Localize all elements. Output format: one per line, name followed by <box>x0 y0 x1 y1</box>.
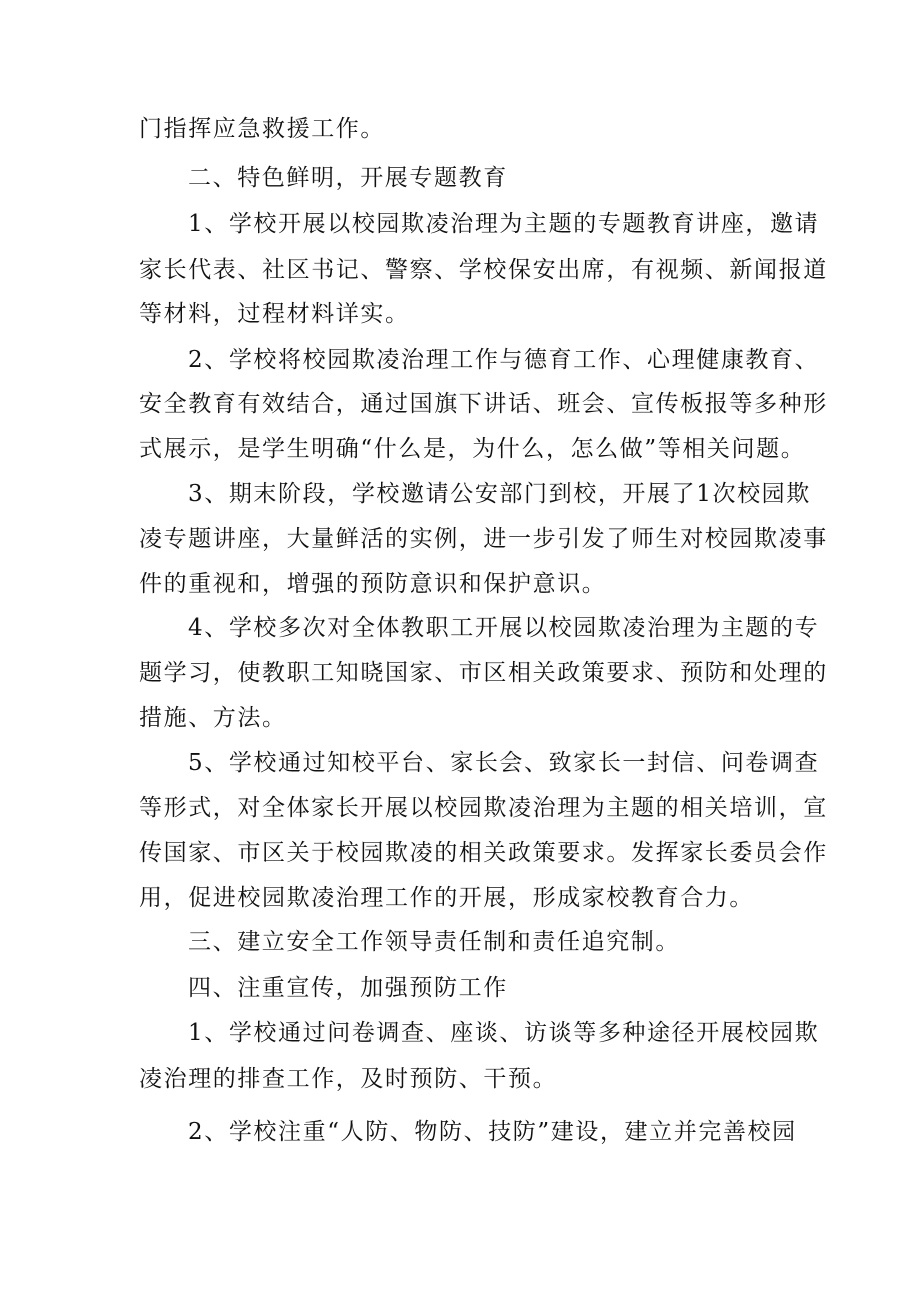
text-line: 门指挥应急救援工作。 <box>139 116 385 142</box>
text-line: 家长代表、社区书记、警察、学校保安出席，有视频、新闻报道 <box>139 257 828 283</box>
section-heading-3: 三、建立安全工作领导责任制和责任追究制。 <box>188 929 680 955</box>
text-line: 5、学校通过知校平台、家长会、致家长一封信、问卷调查 <box>188 750 820 776</box>
text-line: 1、学校通过问卷调查、座谈、访谈等多种途径开展校园欺 <box>188 1020 820 1046</box>
text-line: 4、学校多次对全体教职工开展以校园欺凌治理为主题的专 <box>188 615 820 641</box>
text-line: 凌专题讲座，大量鲜活的实例，进一步引发了师生对校园欺凌事 <box>139 526 828 552</box>
text-line: 用，促进校园欺凌治理工作的开展，形成家校教育合力。 <box>139 885 754 911</box>
text-line: 等形式，对全体家长开展以校园欺凌治理为主题的相关培训，宣 <box>139 795 828 821</box>
text-line: 2、学校注重“人防、物防、技防”建设，建立并完善校园 <box>188 1119 797 1145</box>
text-line: 凌治理的排查工作，及时预防、干预。 <box>139 1066 558 1092</box>
section-heading-4: 四、注重宣传，加强预防工作 <box>188 975 508 1001</box>
section-heading-2: 二、特色鲜明，开展专题教育 <box>188 165 508 191</box>
text-line: 式展示，是学生明确“什么是，为什么，怎么做”等相关问题。 <box>139 436 806 462</box>
text-line: 传国家、市区关于校园欺凌的相关政策要求。发挥家长委员会作 <box>139 840 828 866</box>
text-line: 等材料，过程材料详实。 <box>139 301 410 327</box>
text-line: 安全教育有效结合，通过国旗下讲话、班会、宣传板报等多种形 <box>139 391 828 417</box>
text-line: 件的重视和，增强的预防意识和保护意识。 <box>139 571 607 597</box>
text-line: 3、期末阶段，学校邀请公安部门到校，开展了1次校园欺 <box>188 481 811 507</box>
text-line: 2、学校将校园欺凌治理工作与德育工作、心理健康教育、 <box>188 347 820 373</box>
text-line: 题学习，使教职工知晓国家、市区相关政策要求、预防和处理的 <box>139 660 828 686</box>
text-line: 1、学校开展以校园欺凌治理为主题的专题教育讲座，邀请 <box>188 211 820 237</box>
text-line: 措施、方法。 <box>139 705 287 731</box>
